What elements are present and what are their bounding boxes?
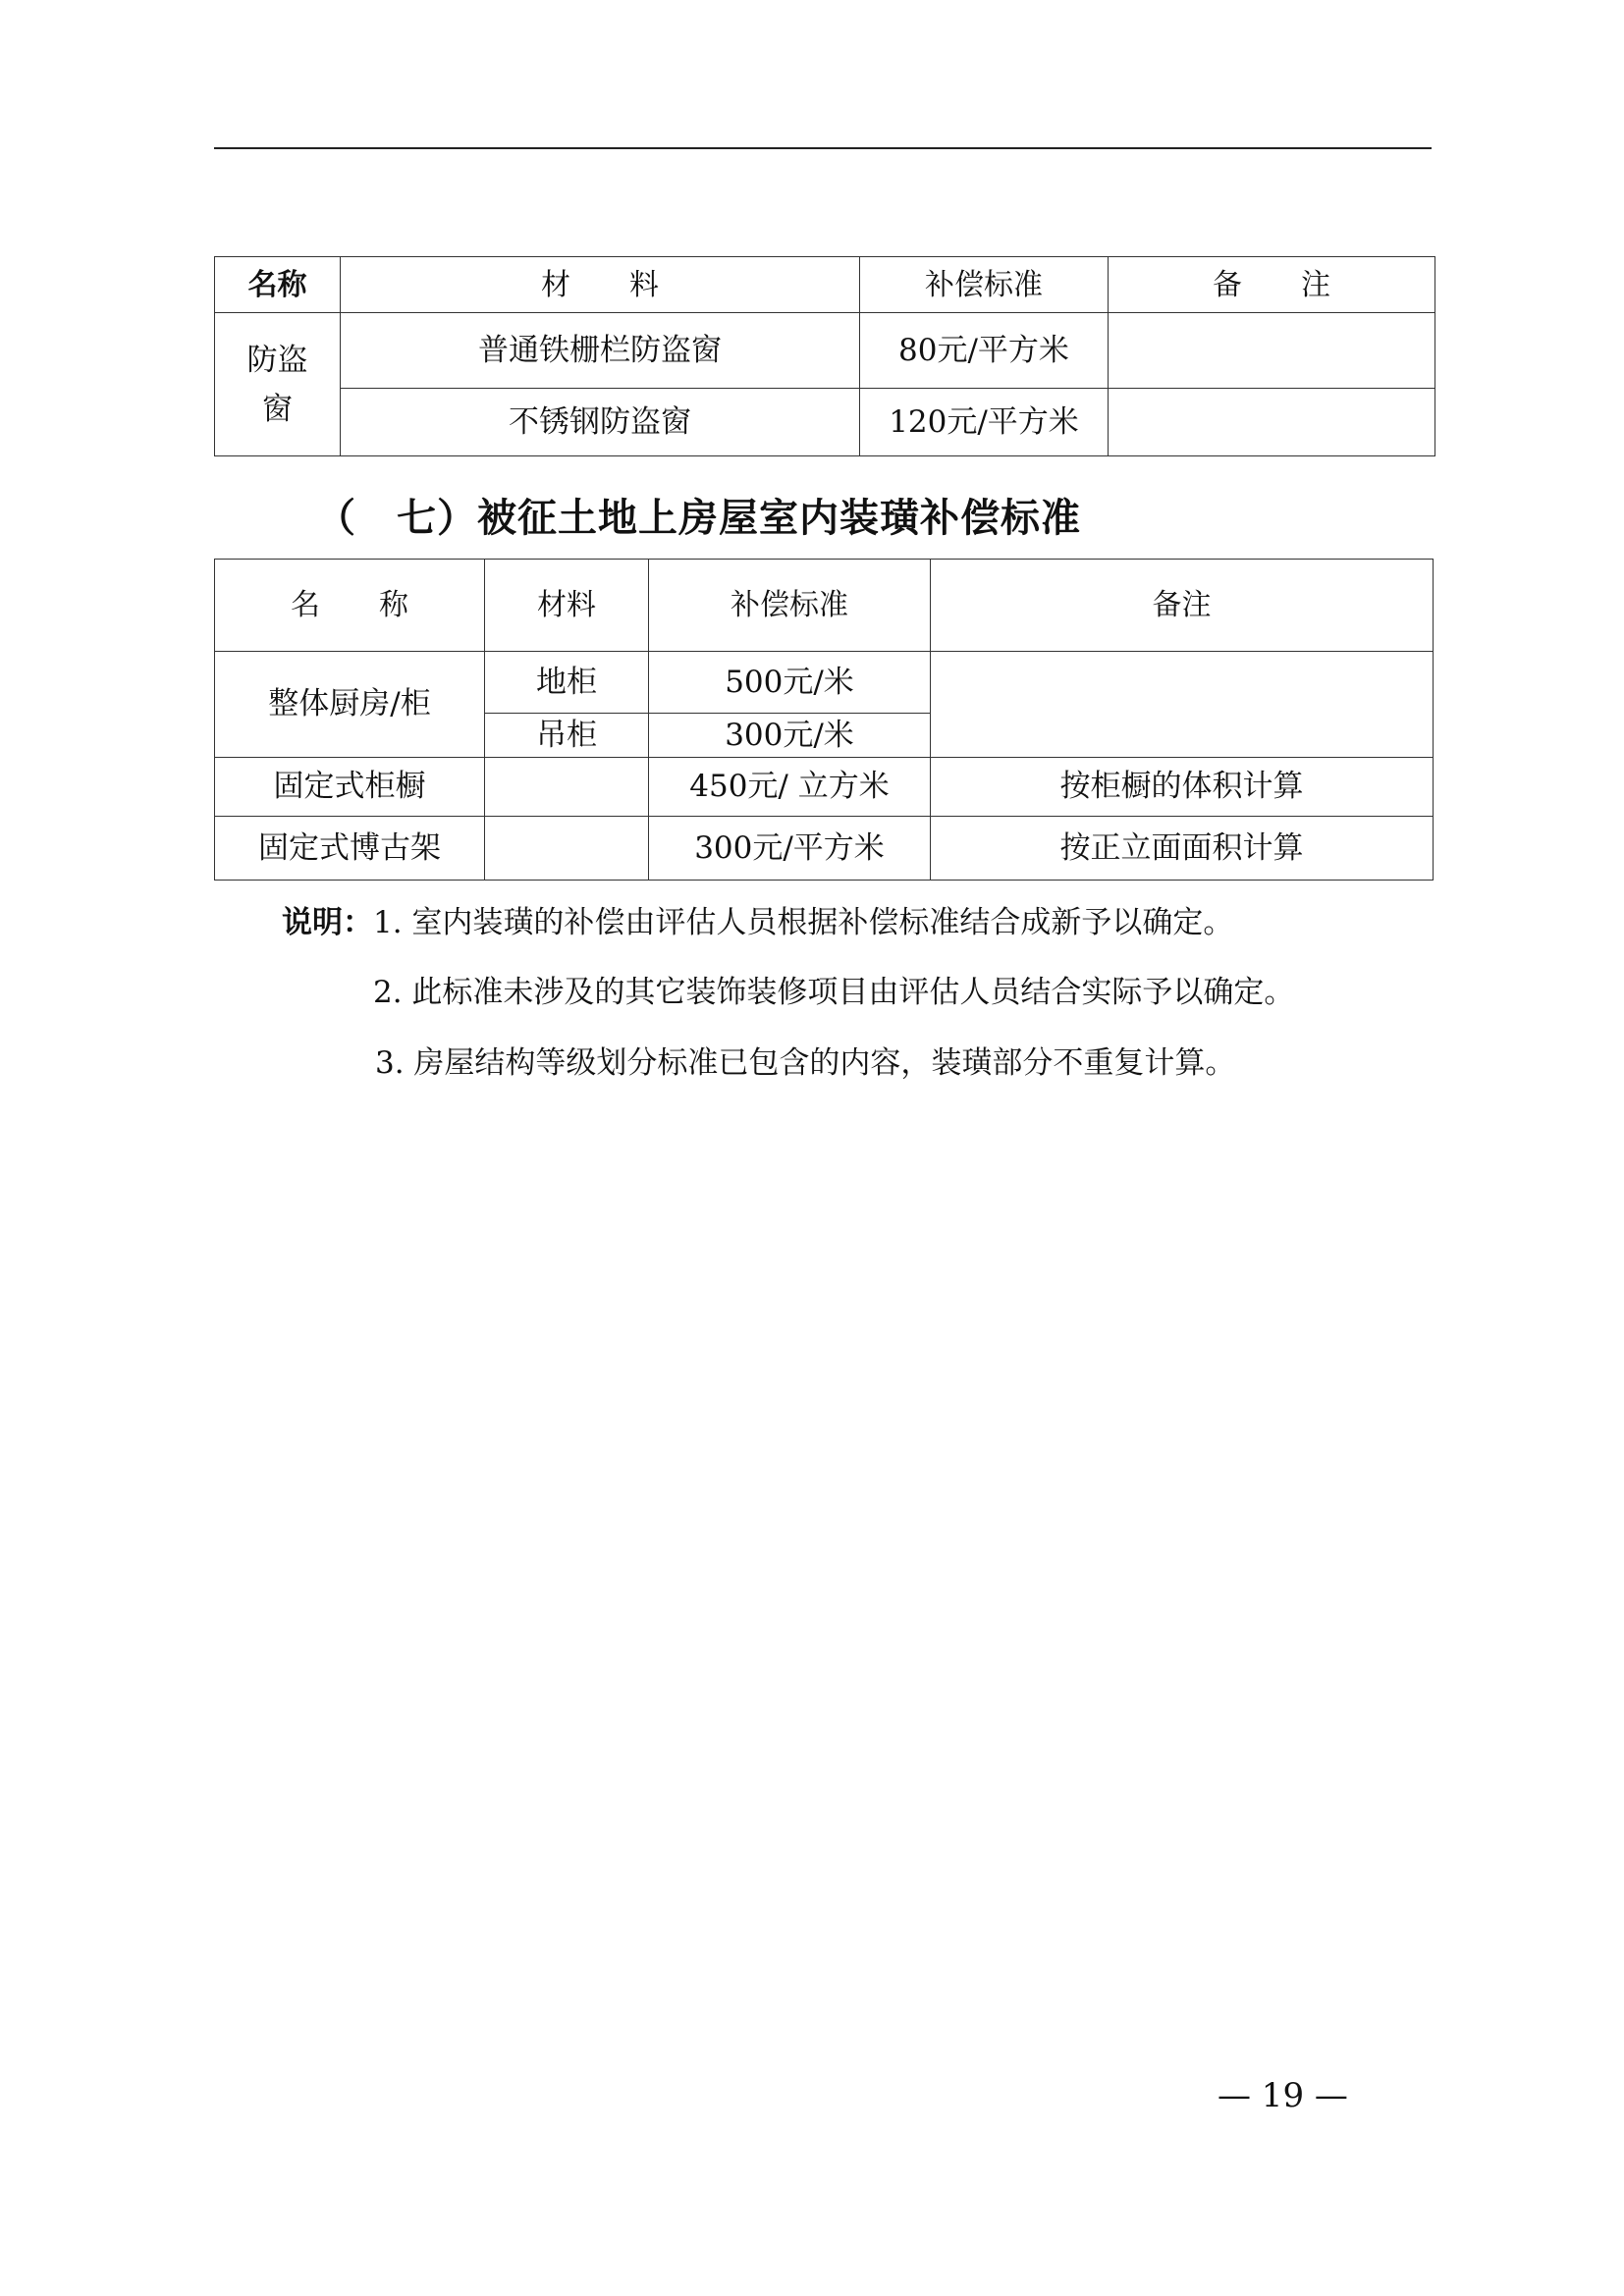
table-row [215, 758, 1434, 817]
name-cell: 固定式博古架 [215, 817, 485, 881]
note-cell [1109, 389, 1435, 456]
table-row [215, 313, 1435, 389]
column-header-name: 名 称 [215, 560, 485, 652]
column-header-material: 材 料 [341, 257, 860, 313]
table-header-row [215, 257, 1435, 313]
note-cell [931, 652, 1434, 758]
note-cell [1109, 313, 1435, 389]
section-title: （ 七）被征土地上房屋室内装璜补偿标准 [316, 496, 1081, 541]
table-header-row [215, 560, 1434, 652]
column-header-material: 材料 [485, 560, 649, 652]
column-header-note: 备注 [931, 560, 1434, 652]
material-cell: 不锈钢防盗窗 [341, 389, 860, 456]
column-header-name: 名称 [215, 257, 341, 313]
notes-lead: 说明： [282, 905, 373, 940]
page-number: — 19 — [1218, 2076, 1348, 2115]
column-header-standard: 补偿标准 [860, 257, 1109, 313]
standard-cell: 450元/ 立方米 [649, 758, 931, 817]
category-cell [215, 313, 341, 456]
standard-cell: 300元/平方米 [649, 817, 931, 881]
window-compensation-table [214, 256, 1435, 456]
note-item-1 [282, 897, 1233, 941]
decoration-compensation-table [214, 559, 1434, 881]
column-header-standard: 补偿标准 [649, 560, 931, 652]
category-label: 防盗窗 [246, 342, 308, 427]
standard-cell: 80元/平方米 [860, 313, 1109, 389]
note-item-3: 3. 房屋结构等级划分标准已包含的内容，装璜部分不重复计算。 [375, 1045, 1236, 1081]
note-cell: 按柜橱的体积计算 [931, 758, 1434, 817]
material-cell [485, 758, 649, 817]
table-row [215, 652, 1434, 714]
material-cell: 地柜 [485, 652, 649, 714]
column-header-note: 备 注 [1109, 257, 1435, 313]
name-cell: 固定式柜橱 [215, 758, 485, 817]
material-cell: 普通铁栅栏防盗窗 [341, 313, 860, 389]
table-row [215, 817, 1434, 881]
material-cell [485, 817, 649, 881]
table-row [215, 389, 1435, 456]
note-cell: 按正立面面积计算 [931, 817, 1434, 881]
material-cell: 吊柜 [485, 714, 649, 758]
note-text-1: 1. 室内装璜的补偿由评估人员根据补偿标准结合成新予以确定。 [373, 905, 1234, 940]
name-cell: 整体厨房/柜 [215, 652, 485, 758]
standard-cell: 120元/平方米 [860, 389, 1109, 456]
note-item-2: 2. 此标准未涉及的其它装饰装修项目由评估人员结合实际予以确定。 [373, 975, 1295, 1010]
standard-cell: 500元/米 [649, 652, 931, 714]
standard-cell: 300元/米 [649, 714, 931, 758]
header-rule [214, 147, 1432, 149]
